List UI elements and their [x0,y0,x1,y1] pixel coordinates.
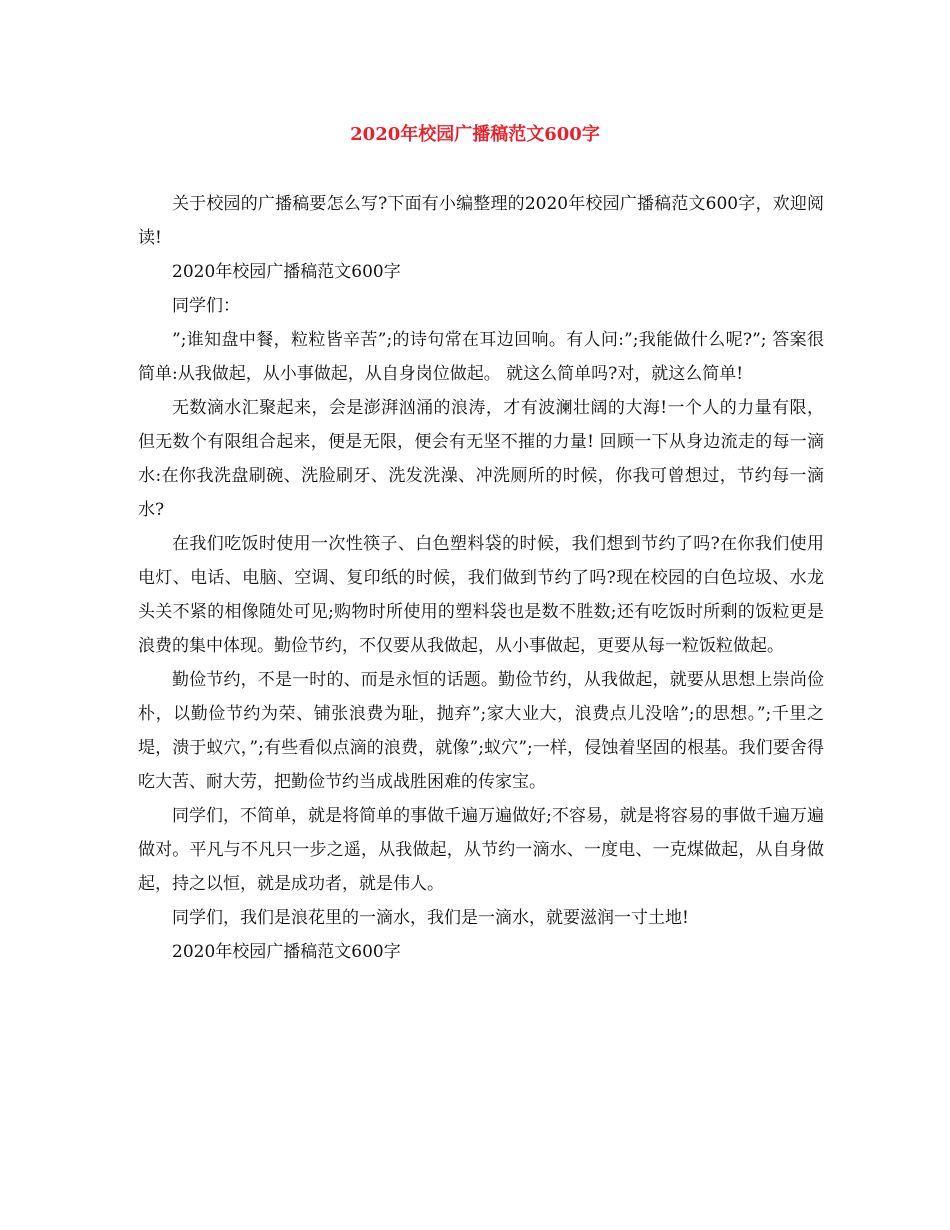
body-paragraph: 同学们，我们是浪花里的一滴水，我们是一滴水，就要滋润一寸土地! [172,908,689,928]
closing-heading-paragraph: 2020年校园广播稿范文600字 [172,942,401,962]
body-paragraph: 在我们吃饭时使用一次性筷子、白色塑料袋的时候，我们想到节约了吗?在你我们使用电灯、电话、电脑、空调、复印纸的时候，我们做到节约了吗?现在校园的白色垃圾、水龙头关不紧的相像随处可见;购物时所使用的塑料袋也是数不胜数;还有吃饭时所剩的饭粒更是浪费的集中体现。勤俭节约，不仅要从我做起，从小事做起，更要从每一粒饭粒做起。 [138,534,824,656]
body-paragraph: 勤俭节约，不是一时的、而是永恒的话题。勤俭节约，从我做起，就要从思想上崇尚俭朴，以勤俭节约为荣、铺张浪费为耻，抛弃”;家大业大，浪费点儿没啥”;的思想。”;千里之堤，溃于蚁穴，”;有些看似点滴的浪费，就像”;蚁穴”;一样，侵蚀着坚固的根基。我们要舍得吃大苦、耐大劳，把勤俭节约当成战胜困难的传家宝。 [138,670,824,792]
body-paragraph: 同学们，不简单，就是将简单的事做千遍万遍做好;不容易，就是将容易的事做千遍万遍做对。平凡与不凡只一步之遥，从我做起，从节约一滴水、一度电、一克煤做起，从自身做起，持之以恒，就是成功者，就是伟人。 [138,806,824,894]
document-body [138,187,824,969]
subheading-paragraph: 2020年校园广播稿范文600字 [172,262,401,282]
intro-paragraph: 关于校园的广播稿要怎么写?下面有小编整理的2020年校园广播稿范文600字，欢迎阅读! [138,194,824,248]
document-title: 2020年校园广播稿范文600字 [350,124,600,145]
salutation-paragraph: 同学们： [172,296,240,316]
body-paragraph: ”;谁知盘中餐，粒粒皆辛苦”;的诗句常在耳边回响。有人问:”;我能做什么呢?”; 答案很简单:从我做起，从小事做起，从自身岗位做起。 就这么简单吗?对，就这么简单! [138,330,824,384]
body-paragraph: 无数滴水汇聚起来，会是澎湃汹涌的浪涛，才有波澜壮阔的大海!一个人的力量有限，但无数个有限组合起来，便是无限，便会有无坚不摧的力量! 回顾一下从身边流走的每一滴水:在你我洗盘刷碗、洗脸刷牙、洗发洗澡、冲洗厕所的时候，你我可曾想过，节约每一滴水? [138,398,824,520]
